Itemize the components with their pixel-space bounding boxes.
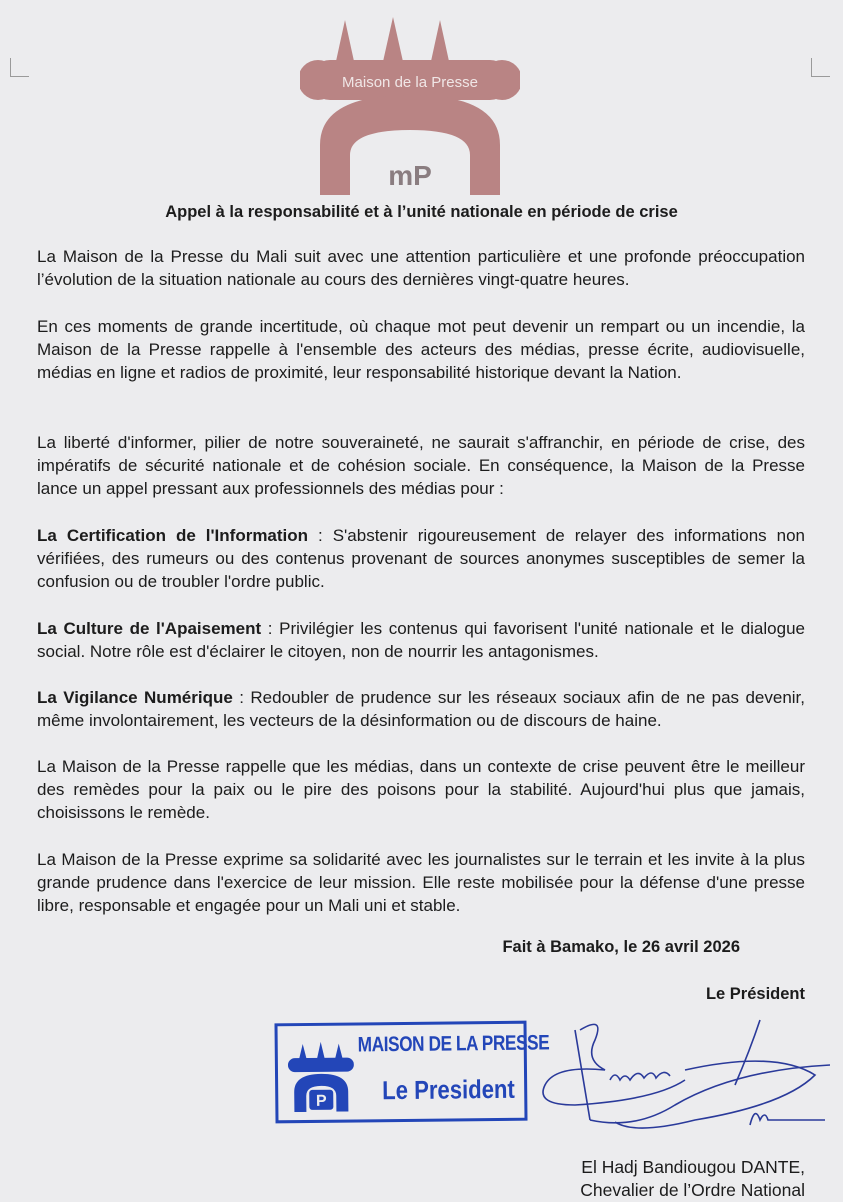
- corner-mark-left: [10, 58, 29, 77]
- handwritten-signature: [535, 1010, 835, 1145]
- paragraph-2: En ces moments de grande incertitude, où chaque mot peut devenir un rempart ou un incendie, la Maison de la Presse rappelle à l'ensemble des acteurs des médias, presse écrite, audiovisuelle, médias en ligne et radios de proximité, leur responsabilité historique devant la Nation.: [37, 317, 805, 382]
- paragraph-apaisement: La Culture de l'Apaisement : Privilégier les contenus qui favorisent l'unité nationale et le dialogue social. Notre rôle est d'éclairer le citoyen, non de nourrir les antagonismes.: [37, 619, 805, 661]
- paragraph-7: La Maison de la Presse rappelle que les médias, dans un contexte de crise peuvent être le meilleur des remèdes pour la paix ou le pire des poisons pour la stabilité. Aujourd'hui plus que jamais, choisissons le remède.: [37, 757, 805, 822]
- paragraph-8: La Maison de la Presse exprime sa solidarité avec les journalistes sur le terrain et les invite à la plus grande prudence dans l'exercice de leur mission. Elle reste mobilisée pour la défense d'une presse libre, responsable et engagée pour un Mali uni et stable.: [37, 850, 805, 915]
- signatory-name: El Hadj Bandiougou DANTE,: [581, 1157, 805, 1177]
- place-date: Fait à Bamako, le 26 avril 2026: [502, 938, 740, 956]
- svg-text:P: P: [315, 1092, 327, 1110]
- svg-text:Maison de la Presse: Maison de la Presse: [342, 74, 478, 91]
- stamp-line-2: Le President: [382, 1073, 515, 1106]
- signatory-distinction: Chevalier de l’Ordre National: [580, 1180, 805, 1200]
- official-stamp: [274, 1021, 550, 1124]
- signatory-block: [580, 1156, 805, 1202]
- signatory-role: Le Président: [705, 985, 805, 1003]
- svg-text:mP: mP: [388, 160, 432, 191]
- paragraph-vigilance: La Vigilance Numérique : Redoubler de prudence sur les réseaux sociaux afin de ne pas devenir, même involontairement, les vecteurs de la désinformation ou de discours de haine.: [37, 688, 805, 730]
- document-title: Appel à la responsabilité et à l’unité nationale en période de crise: [165, 203, 678, 221]
- maison-de-la-presse-logo: [300, 15, 520, 195]
- corner-mark-right: [811, 58, 830, 77]
- stamp-logo-icon: [288, 1041, 355, 1112]
- paragraph-1: La Maison de la Presse du Mali suit avec une attention particulière et une profonde préoccupation l’évolution de la situation nationale au cours des dernières vingt-quatre heures.: [37, 247, 805, 289]
- paragraph-certification: La Certification de l'Information : S'abstenir rigoureusement de relayer des informations non vérifiées, des rumeurs ou des contenus provenant de sources anonymes susceptibles de semer la confusion ou de troubler l'ordre public.: [37, 526, 805, 591]
- paragraph-3: La liberté d'informer, pilier de notre souveraineté, ne saurait s'affranchir, en période de crise, des impératifs de sécurité nationale et de cohésion sociale. En conséquence, la Maison de la Presse lance un appel pressant aux professionnels des médias pour :: [37, 433, 805, 498]
- stamp-line-1: MAISON DE LA PRESSE: [357, 1031, 550, 1057]
